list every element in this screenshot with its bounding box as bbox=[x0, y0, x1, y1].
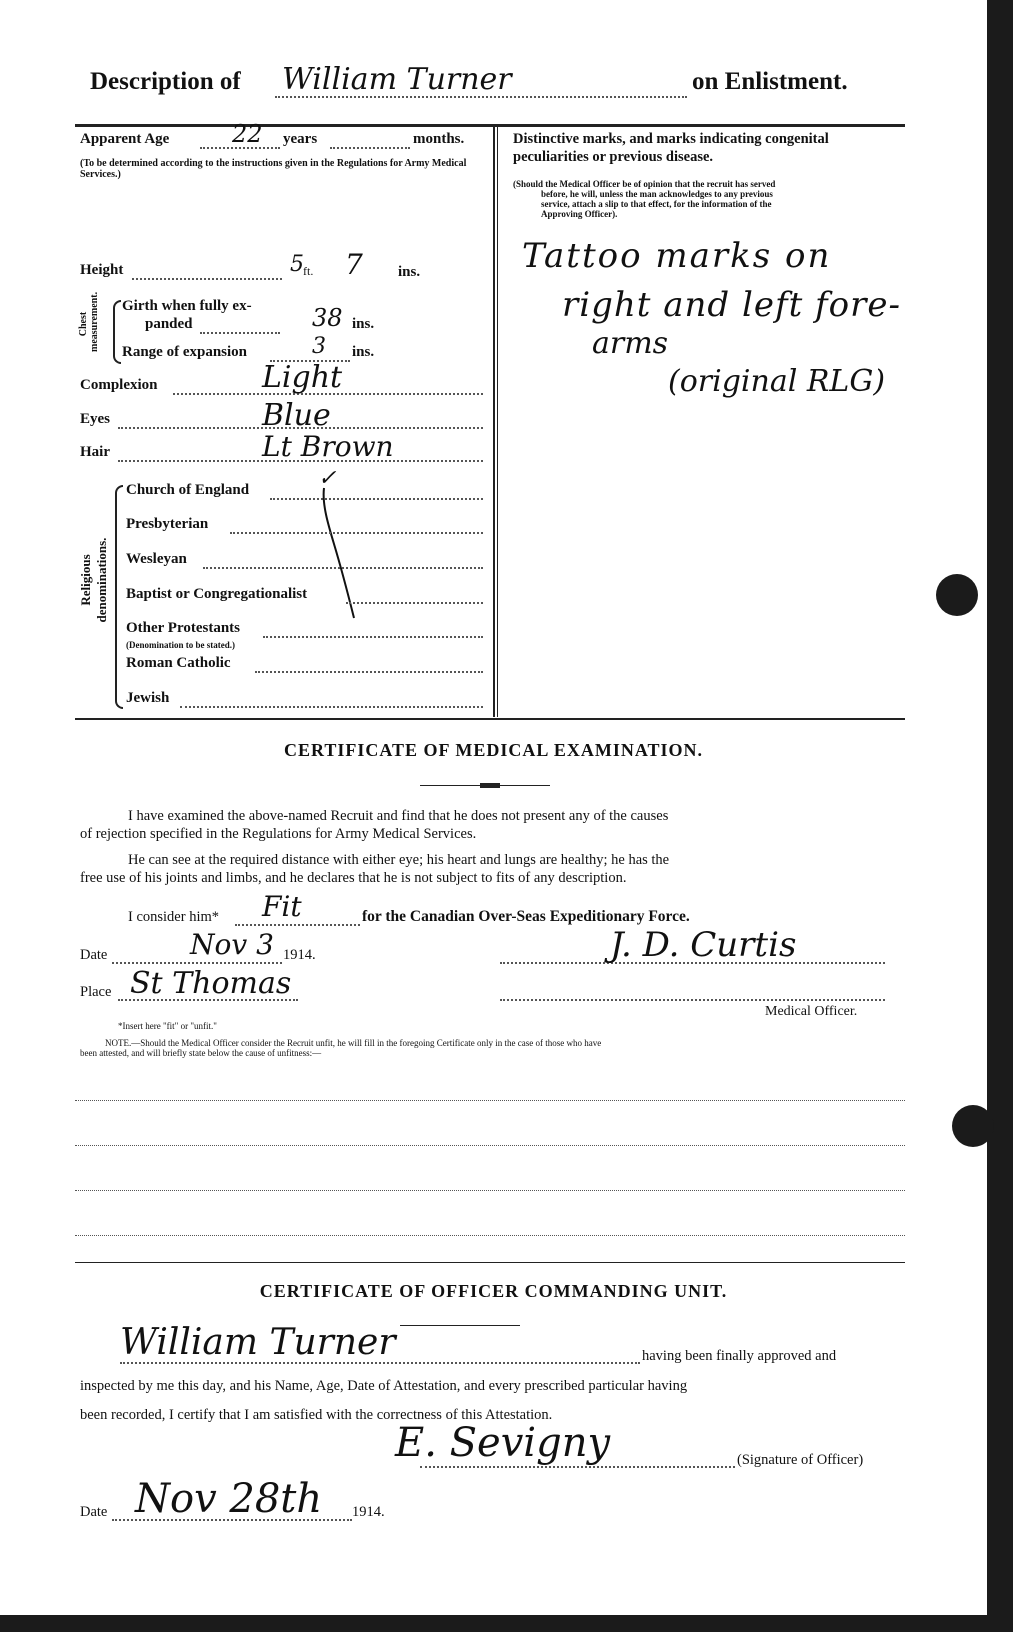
title-ornament-line-2 bbox=[400, 1325, 520, 1326]
place-label: Place bbox=[80, 984, 112, 1000]
religion-presbyterian: Presbyterian bbox=[126, 516, 209, 532]
medical-date-value: Nov 3 bbox=[190, 928, 274, 961]
commanding-certificate-title: CERTIFICATE OF OFFICER COMMANDING UNIT. bbox=[259, 1281, 728, 1301]
section-rule-2 bbox=[75, 1262, 905, 1263]
hair-value: Lt Brown bbox=[262, 430, 394, 463]
height-ins-value: 7 bbox=[345, 248, 363, 281]
range-label: Range of expansion bbox=[122, 344, 248, 360]
chest-measurement-label: Chest measurement. bbox=[78, 291, 100, 352]
medical-date-line bbox=[112, 962, 282, 964]
consider-line bbox=[235, 924, 360, 926]
religion-line-6 bbox=[180, 706, 483, 708]
religion-roman-catholic: Roman Catholic bbox=[126, 655, 231, 671]
medical-officer-signature: J. D. Curtis bbox=[610, 925, 797, 965]
recruit-signature: William Turner bbox=[120, 1322, 396, 1363]
age-years-label: years bbox=[283, 131, 318, 147]
officer-signature-line bbox=[420, 1466, 735, 1468]
consider-prefix: I consider him* bbox=[128, 909, 220, 925]
punch-hole-top bbox=[936, 574, 978, 616]
fit-footnote: *Insert here "fit" or "unfit." bbox=[118, 1021, 217, 1031]
apparent-age-note: (To be determined according to the instructions given in the Regulations for Army Medical Services.) bbox=[80, 158, 467, 180]
distinctive-marks-handwritten-1: Tattoo marks on bbox=[522, 236, 832, 276]
distinctive-marks-handwritten-4: (original RLG) bbox=[668, 364, 886, 399]
medical-date-label: Date bbox=[80, 947, 108, 963]
religion-wesleyan: Wesleyan bbox=[126, 551, 187, 567]
consider-value: Fit bbox=[262, 890, 302, 923]
recruit-signature-line bbox=[120, 1362, 640, 1364]
medical-para1-line1: I have examined the above-named Recruit and find that he does not present any of the causes bbox=[128, 808, 669, 824]
medical-para2-line1: He can see at the required distance with either eye; his heart and lungs are healthy; he has the bbox=[128, 852, 670, 868]
commanding-date-year: 1914. bbox=[352, 1504, 385, 1520]
distinctive-marks-title-2: peculiarities or previous disease. bbox=[513, 149, 714, 165]
religion-line-2 bbox=[203, 567, 483, 569]
approved-text: having been finally approved and bbox=[642, 1348, 837, 1364]
range-unit: ins. bbox=[352, 344, 375, 360]
apparent-age-label: Apparent Age bbox=[80, 131, 170, 147]
unfitness-line-4 bbox=[75, 1235, 905, 1236]
religion-line-0 bbox=[270, 498, 483, 500]
religion-label-2: denominations. bbox=[94, 537, 109, 623]
distinctive-marks-note-4: Approving Officer). bbox=[541, 209, 618, 219]
girth-label-1: Girth when fully ex- bbox=[122, 298, 252, 314]
religious-denominations-label bbox=[78, 520, 110, 640]
consider-suffix: for the Canadian Over-Seas Expeditionary Force. bbox=[362, 908, 690, 925]
religion-brace bbox=[115, 485, 123, 709]
distinctive-marks-note-2: before, he will, unless the man acknowledges to any previous bbox=[541, 189, 773, 199]
age-months-label: months. bbox=[413, 131, 465, 147]
medical-para2-line2: free use of his joints and limbs, and he declares that he is not subject to fits of any description. bbox=[80, 870, 627, 886]
age-months-line bbox=[330, 147, 410, 149]
height-ft-value: 5 bbox=[290, 252, 304, 277]
commanding-line3: been recorded, I certify that I am satisfied with the correctness of this Attestation. bbox=[80, 1407, 553, 1423]
distinctive-marks-handwritten-3: arms bbox=[592, 326, 669, 361]
distinctive-marks-note-1: (Should the Medical Officer be of opinion that the recruit has served bbox=[513, 179, 776, 189]
religion-church-of-england: Church of England bbox=[126, 482, 250, 498]
commanding-date-value: Nov 28th bbox=[135, 1476, 323, 1522]
medical-officer-second-line bbox=[500, 999, 885, 1001]
religion-line-5 bbox=[255, 671, 483, 673]
medical-date-year: 1914. bbox=[283, 947, 316, 963]
girth-line bbox=[200, 332, 280, 334]
unfitness-line-1 bbox=[75, 1100, 905, 1101]
commanding-date-label: Date bbox=[80, 1504, 108, 1520]
religion-line-4 bbox=[263, 636, 483, 638]
chest-brace bbox=[113, 300, 121, 364]
commanding-line2: inspected by me this day, and his Name, Age, Date of Attestation, and every prescribed particular having bbox=[80, 1378, 688, 1394]
religion-label-1: Religious bbox=[78, 554, 93, 606]
religion-other-protestants: Other Protestants bbox=[126, 620, 241, 636]
unfitness-line-3 bbox=[75, 1190, 905, 1191]
header-suffix: on Enlistment. bbox=[692, 68, 848, 95]
center-divider-left bbox=[493, 127, 495, 717]
medical-para1-line2: of rejection specified in the Regulations for Army Medical Services. bbox=[80, 826, 477, 842]
complexion-label: Complexion bbox=[80, 377, 158, 393]
header-name-handwritten: William Turner bbox=[282, 62, 512, 97]
unfit-note-line2: been attested, and will briefly state below the cause of unfitness:— bbox=[80, 1048, 322, 1058]
header-prefix: Description of bbox=[90, 68, 241, 95]
religion-jewish: Jewish bbox=[126, 690, 170, 706]
height-line bbox=[132, 278, 282, 280]
girth-label-2: panded bbox=[145, 316, 193, 332]
height-label: Height bbox=[80, 262, 124, 278]
section-rule-1 bbox=[75, 718, 905, 720]
religion-check-mark: ✓ bbox=[318, 466, 337, 491]
distinctive-marks-note-3: service, attach a slip to that effect, for the information of the bbox=[541, 199, 772, 209]
center-divider-right bbox=[497, 127, 498, 717]
distinctive-marks-title-1: Distinctive marks, and marks indicating congenital bbox=[513, 131, 829, 147]
girth-value: 38 bbox=[312, 304, 343, 332]
distinctive-marks-handwritten-2: right and left fore- bbox=[562, 285, 901, 325]
religion-baptist: Baptist or Congregationalist bbox=[126, 586, 308, 602]
medical-officer-label: Medical Officer. bbox=[765, 1004, 858, 1019]
religion-line-3 bbox=[346, 602, 483, 604]
range-value: 3 bbox=[312, 334, 326, 359]
top-rule bbox=[75, 124, 905, 127]
unfitness-line-2 bbox=[75, 1145, 905, 1146]
height-ins-label: ins. bbox=[398, 264, 421, 280]
eyes-value: Blue bbox=[262, 398, 331, 433]
complexion-value: Light bbox=[262, 360, 343, 395]
hair-label: Hair bbox=[80, 444, 110, 460]
religion-line-1 bbox=[230, 532, 483, 534]
medical-certificate-title: CERTIFICATE OF MEDICAL EXAMINATION. bbox=[283, 740, 704, 760]
eyes-label: Eyes bbox=[80, 411, 110, 427]
unfit-note-line1: NOTE.—Should the Medical Officer consider the Recruit unfit, he will fill in the foregoing Certificate only in the case of those who have bbox=[105, 1038, 602, 1048]
girth-unit: ins. bbox=[352, 316, 375, 332]
height-ft-label: ft. bbox=[303, 264, 314, 278]
commanding-officer-signature: E. Sevigny bbox=[395, 1420, 611, 1466]
age-years-value: 22 bbox=[232, 120, 263, 148]
place-value: St Thomas bbox=[130, 966, 292, 1001]
title-ornament-bar bbox=[480, 783, 500, 788]
punch-hole-bottom bbox=[952, 1105, 994, 1147]
other-protestants-note: (Denomination to be stated.) bbox=[126, 640, 235, 650]
signature-of-officer-label: (Signature of Officer) bbox=[737, 1452, 864, 1468]
